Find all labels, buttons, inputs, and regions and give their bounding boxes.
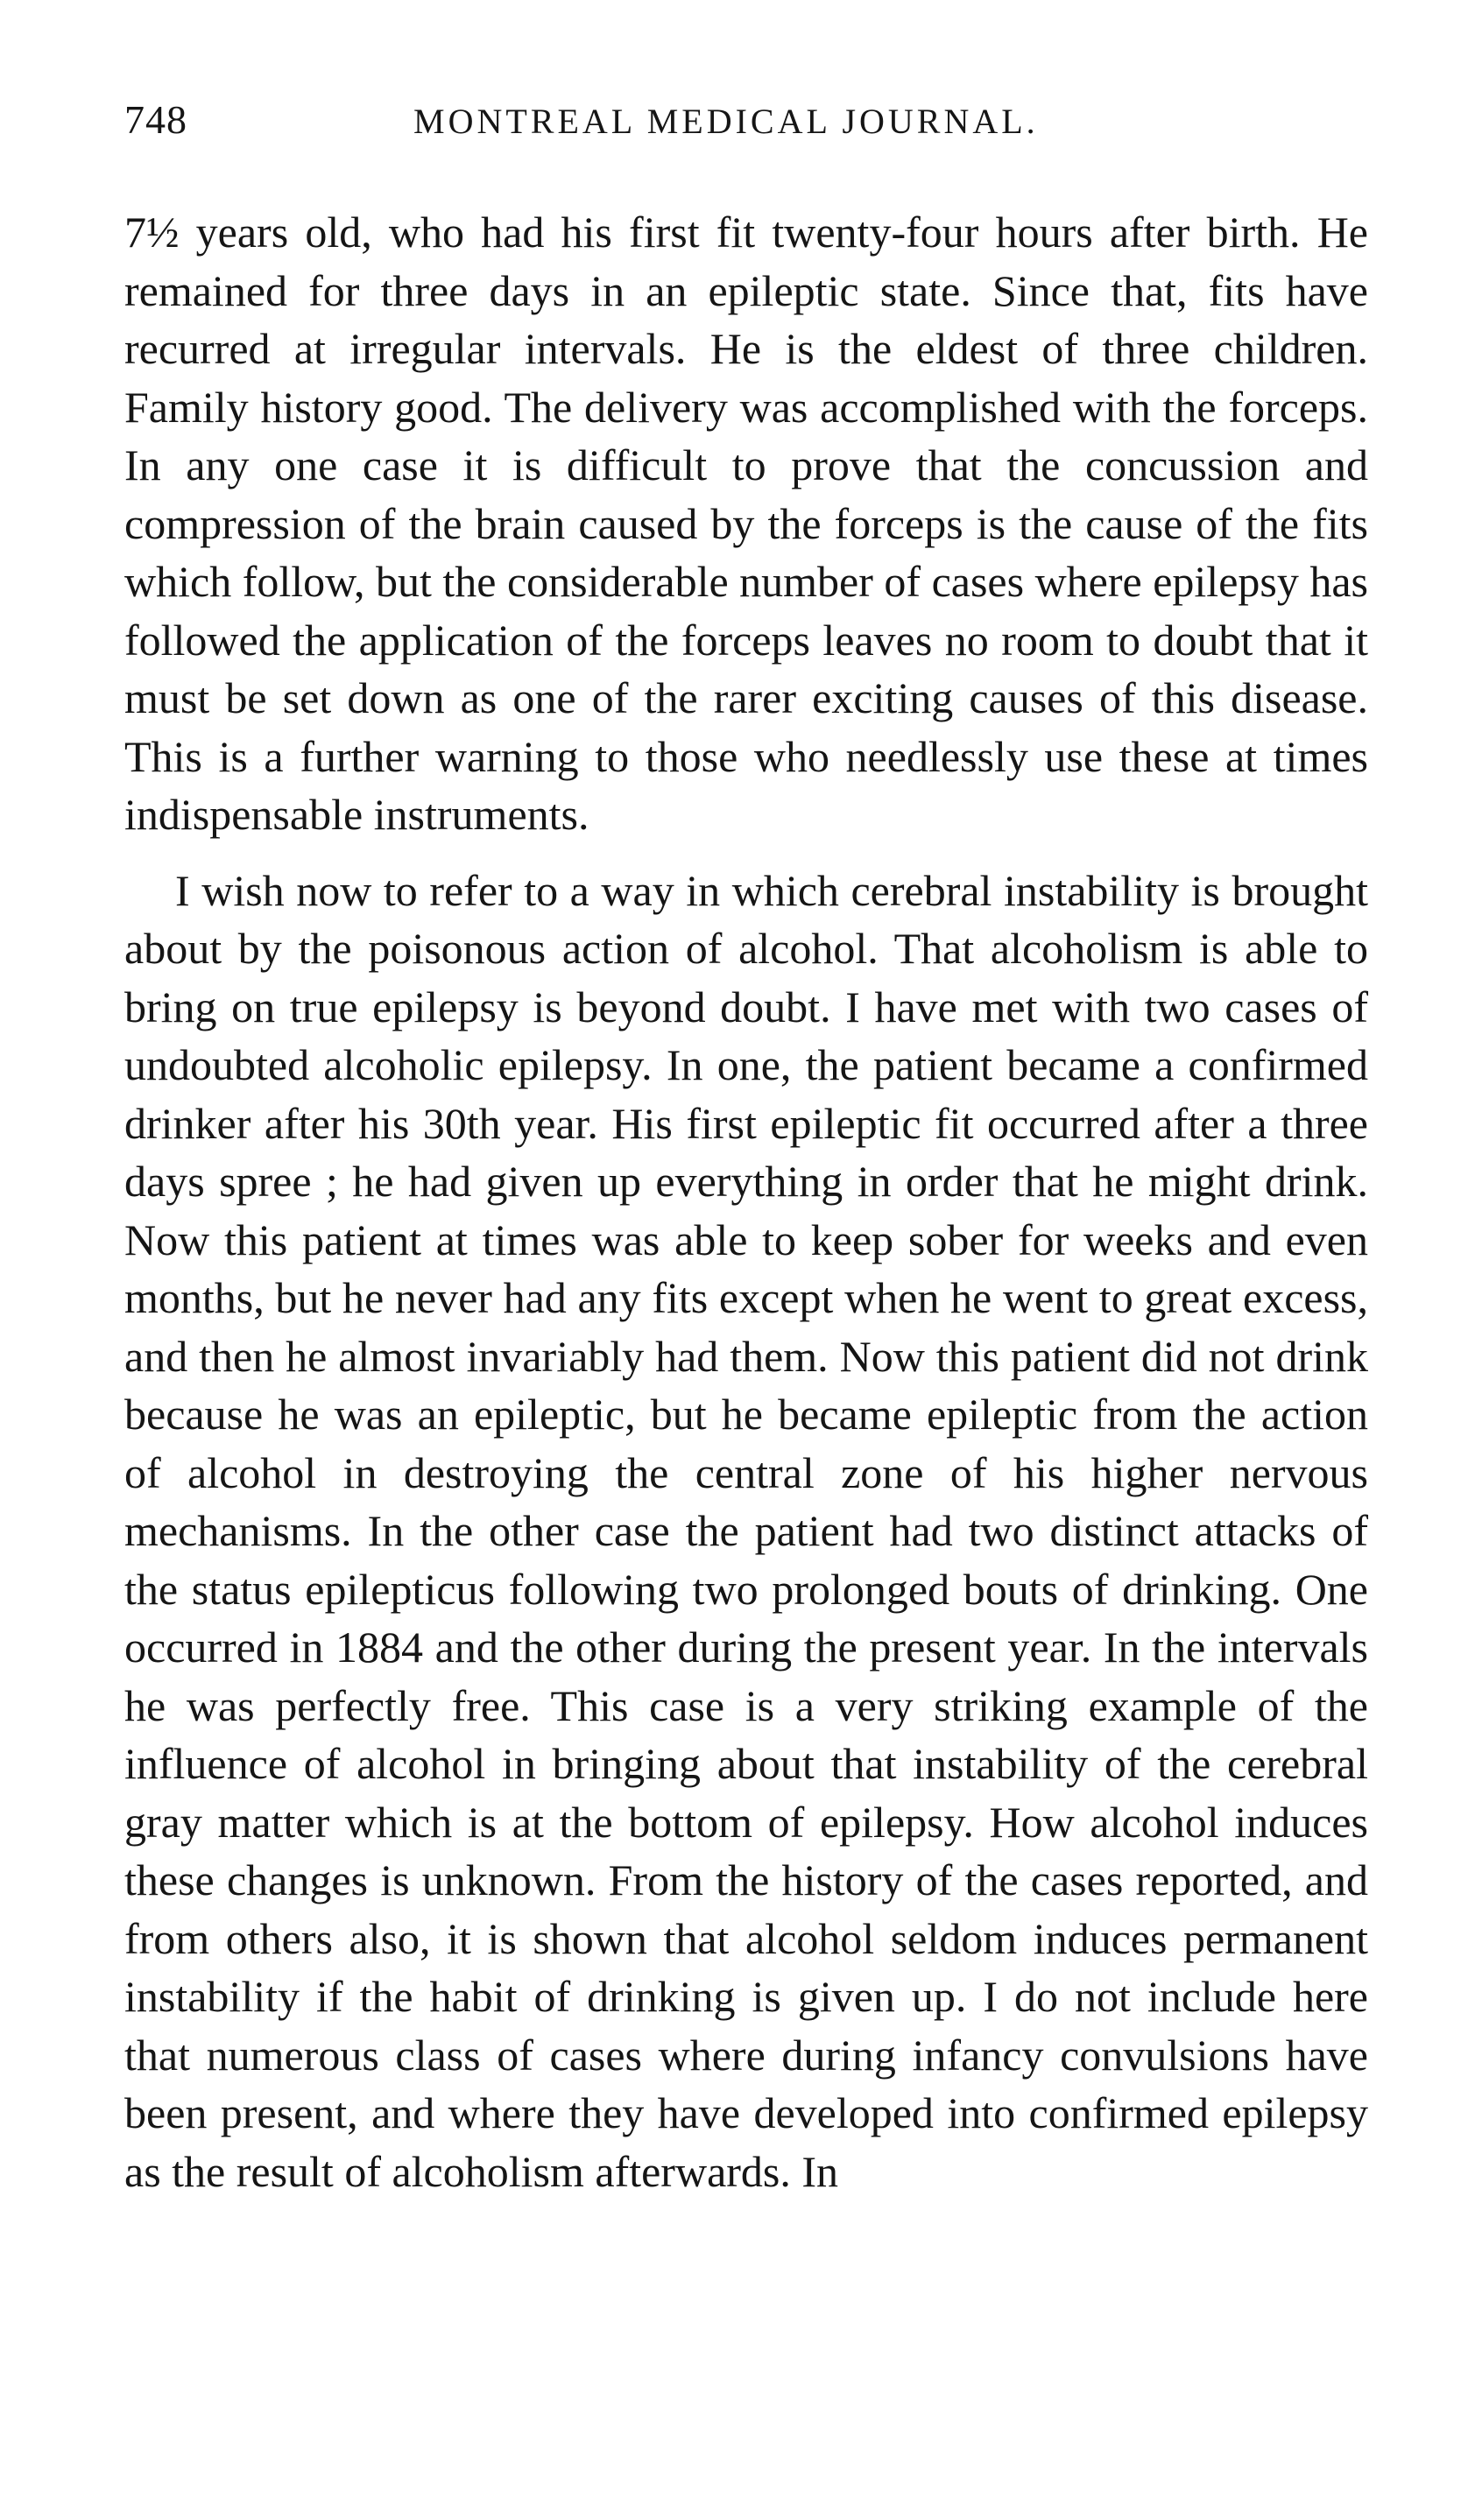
- paragraph-alcohol-epilepsy: I wish now to refer to a way in which cerebral instability is brought about by the poisonous action of alcohol. That alcoholism is able to bring on true epilepsy is beyond doubt. I have met with two cases of undoubted alcoholic epilepsy. In one, the patient became a confirmed drinker after his 30th year. His first epileptic fit occurred after a three days spree ; he had given up everything in order that he might drink. Now this patient at times was able to keep sober for weeks and even months, but he never had any fits except when he went to great excess, and then he almost invariably had them. Now this patient did not drink because he was an epileptic, but he became epileptic from the action of alcohol in destroying the central zone of his higher nervous mechanisms. In the other case the patient had two distinct attacks of the status epilepticus following two prolonged bouts of drinking. One occurred in 1884 and the other during the present year. In the intervals he was perfectly free. This case is a very striking example of the influence of alcohol in bringing about that instability of the cerebral gray matter which is at the bottom of epilepsy. How alcohol induces these changes is unknown. From the history of the cases reported, and from others also, it is shown that alcohol seldom induces permanent instability if the habit of drinking is given up. I do not include here that numerous class of cases where during infancy convulsions have been present, and where they have developed into confirmed epilepsy as the result of alcoholism afterwards. In: [124, 865, 1368, 2196]
- journal-title: MONTREAL MEDICAL JOURNAL.: [413, 102, 1039, 141]
- running-head: [124, 96, 1368, 149]
- paragraph-continuation: 7½ years old, who had his first fit twenty-four hours after birth. He remained for three days in an epileptic state. Since that, fits have recurred at irregular intervals. He is the eldest of three children. Family history good. The delivery was accomplished with the forceps. In any one case it is difficult to prove that the concussion and compression of the brain caused by the forceps is the cause of the fits which follow, but the considerable number of cases where epilepsy has followed the application of the forceps leaves no room to doubt that it must be set down as one of the rarer exciting causes of this disease. This is a further warning to those who needlessly use these at times indispensable instruments.: [124, 208, 1368, 839]
- body-text: [124, 203, 1368, 2200]
- page-number: 748: [124, 97, 187, 142]
- journal-page: [124, 96, 1368, 2200]
